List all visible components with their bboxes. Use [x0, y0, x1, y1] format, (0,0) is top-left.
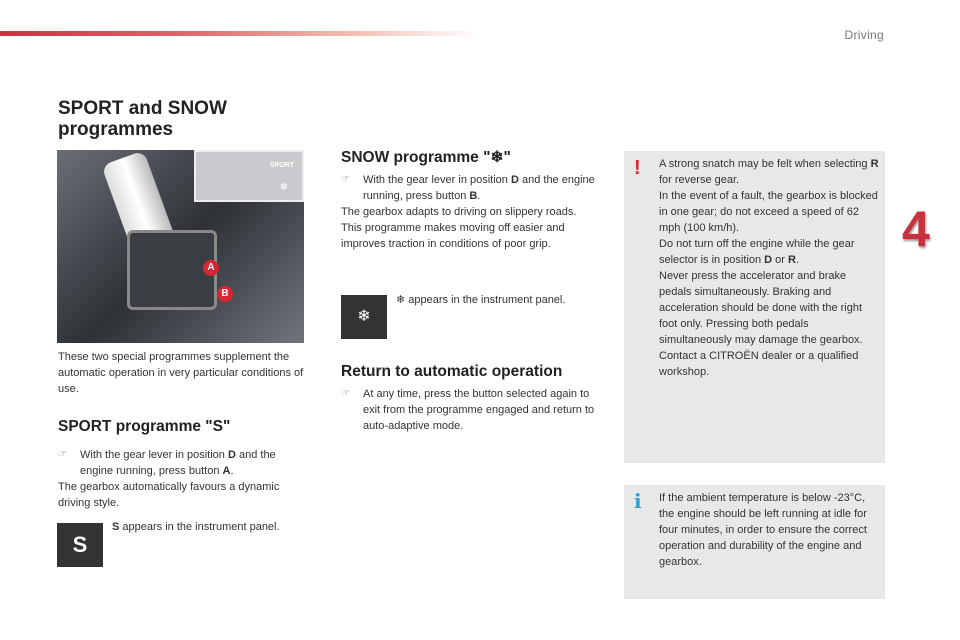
warning-box	[624, 151, 885, 463]
return-heading: Return to automatic operation	[341, 363, 563, 380]
pointer-icon: ☞	[341, 174, 350, 185]
page-title: SPORT and SNOW programmes	[58, 98, 227, 140]
callout-a: A	[203, 260, 219, 276]
snow-button-icon: ❄	[279, 182, 288, 193]
warning-line: In the event of a fault, the gearbox is blocked in one gear; do not exceed a speed of 62 mph (100 km/h).	[659, 190, 878, 234]
intro-text: These two special programmes supplement the automatic operation in very particular conditions of use.	[58, 351, 304, 395]
callout-b: B	[217, 286, 233, 302]
sport-heading: SPORT programme "S"	[58, 418, 231, 435]
return-step: ☞ At any time, press the button selected again to exit from the programme engaged and return to auto-adaptive mode.	[341, 388, 595, 432]
snow-description-1: The gearbox adapts to driving on slippery roads.	[341, 206, 577, 218]
button-inset	[194, 150, 304, 202]
warning-icon: !	[634, 157, 641, 179]
snow-step: ☞ With the gear lever in position D and the engine running, press button B.	[341, 174, 595, 202]
info-box	[624, 485, 885, 599]
info-text: If the ambient temperature is below -23°C, the engine should be left running at idle for four minutes, in order to ensure the correct operation and durability of the engine and gearbox.	[659, 492, 867, 568]
sport-step: ☞ With the gear lever in position D and the engine running, press button A.	[58, 449, 276, 477]
snow-panel-text: ❄ appears in the instrument panel.	[396, 294, 566, 306]
pointer-icon: ☞	[58, 449, 67, 460]
sport-button-label: SPORT	[269, 162, 294, 169]
chapter-number: 4	[902, 201, 930, 257]
info-icon: i	[634, 489, 642, 513]
sport-description: The gearbox automatically favours a dynamic driving style.	[58, 481, 280, 509]
sport-panel-text: S appears in the instrument panel.	[112, 521, 280, 533]
snow-heading: SNOW programme "❄"	[341, 149, 511, 166]
pointer-icon: ☞	[341, 388, 350, 399]
gear-selector-illustration	[57, 150, 304, 343]
warning-line: Contact a CITROËN dealer or a qualified workshop.	[659, 350, 859, 378]
sport-indicator-icon: S	[57, 523, 103, 567]
warning-line: Never press the accelerator and brake pedals simultaneously. Braking and acceleration should be done with the right foot only. Pressing both pedals simultaneously may damage the gearbox.	[659, 270, 863, 346]
section-title: Driving	[844, 28, 884, 42]
header-accent-bar	[0, 31, 480, 36]
snow-indicator-icon: ❄	[341, 295, 387, 339]
warning-line: Do not turn off the engine while the gear selector is in position D or R.	[659, 238, 855, 266]
warning-line: A strong snatch may be felt when selecting R for reverse gear.	[659, 158, 879, 186]
snow-description-2: This programme makes moving off easier and improves traction in conditions of poor grip.	[341, 222, 565, 250]
